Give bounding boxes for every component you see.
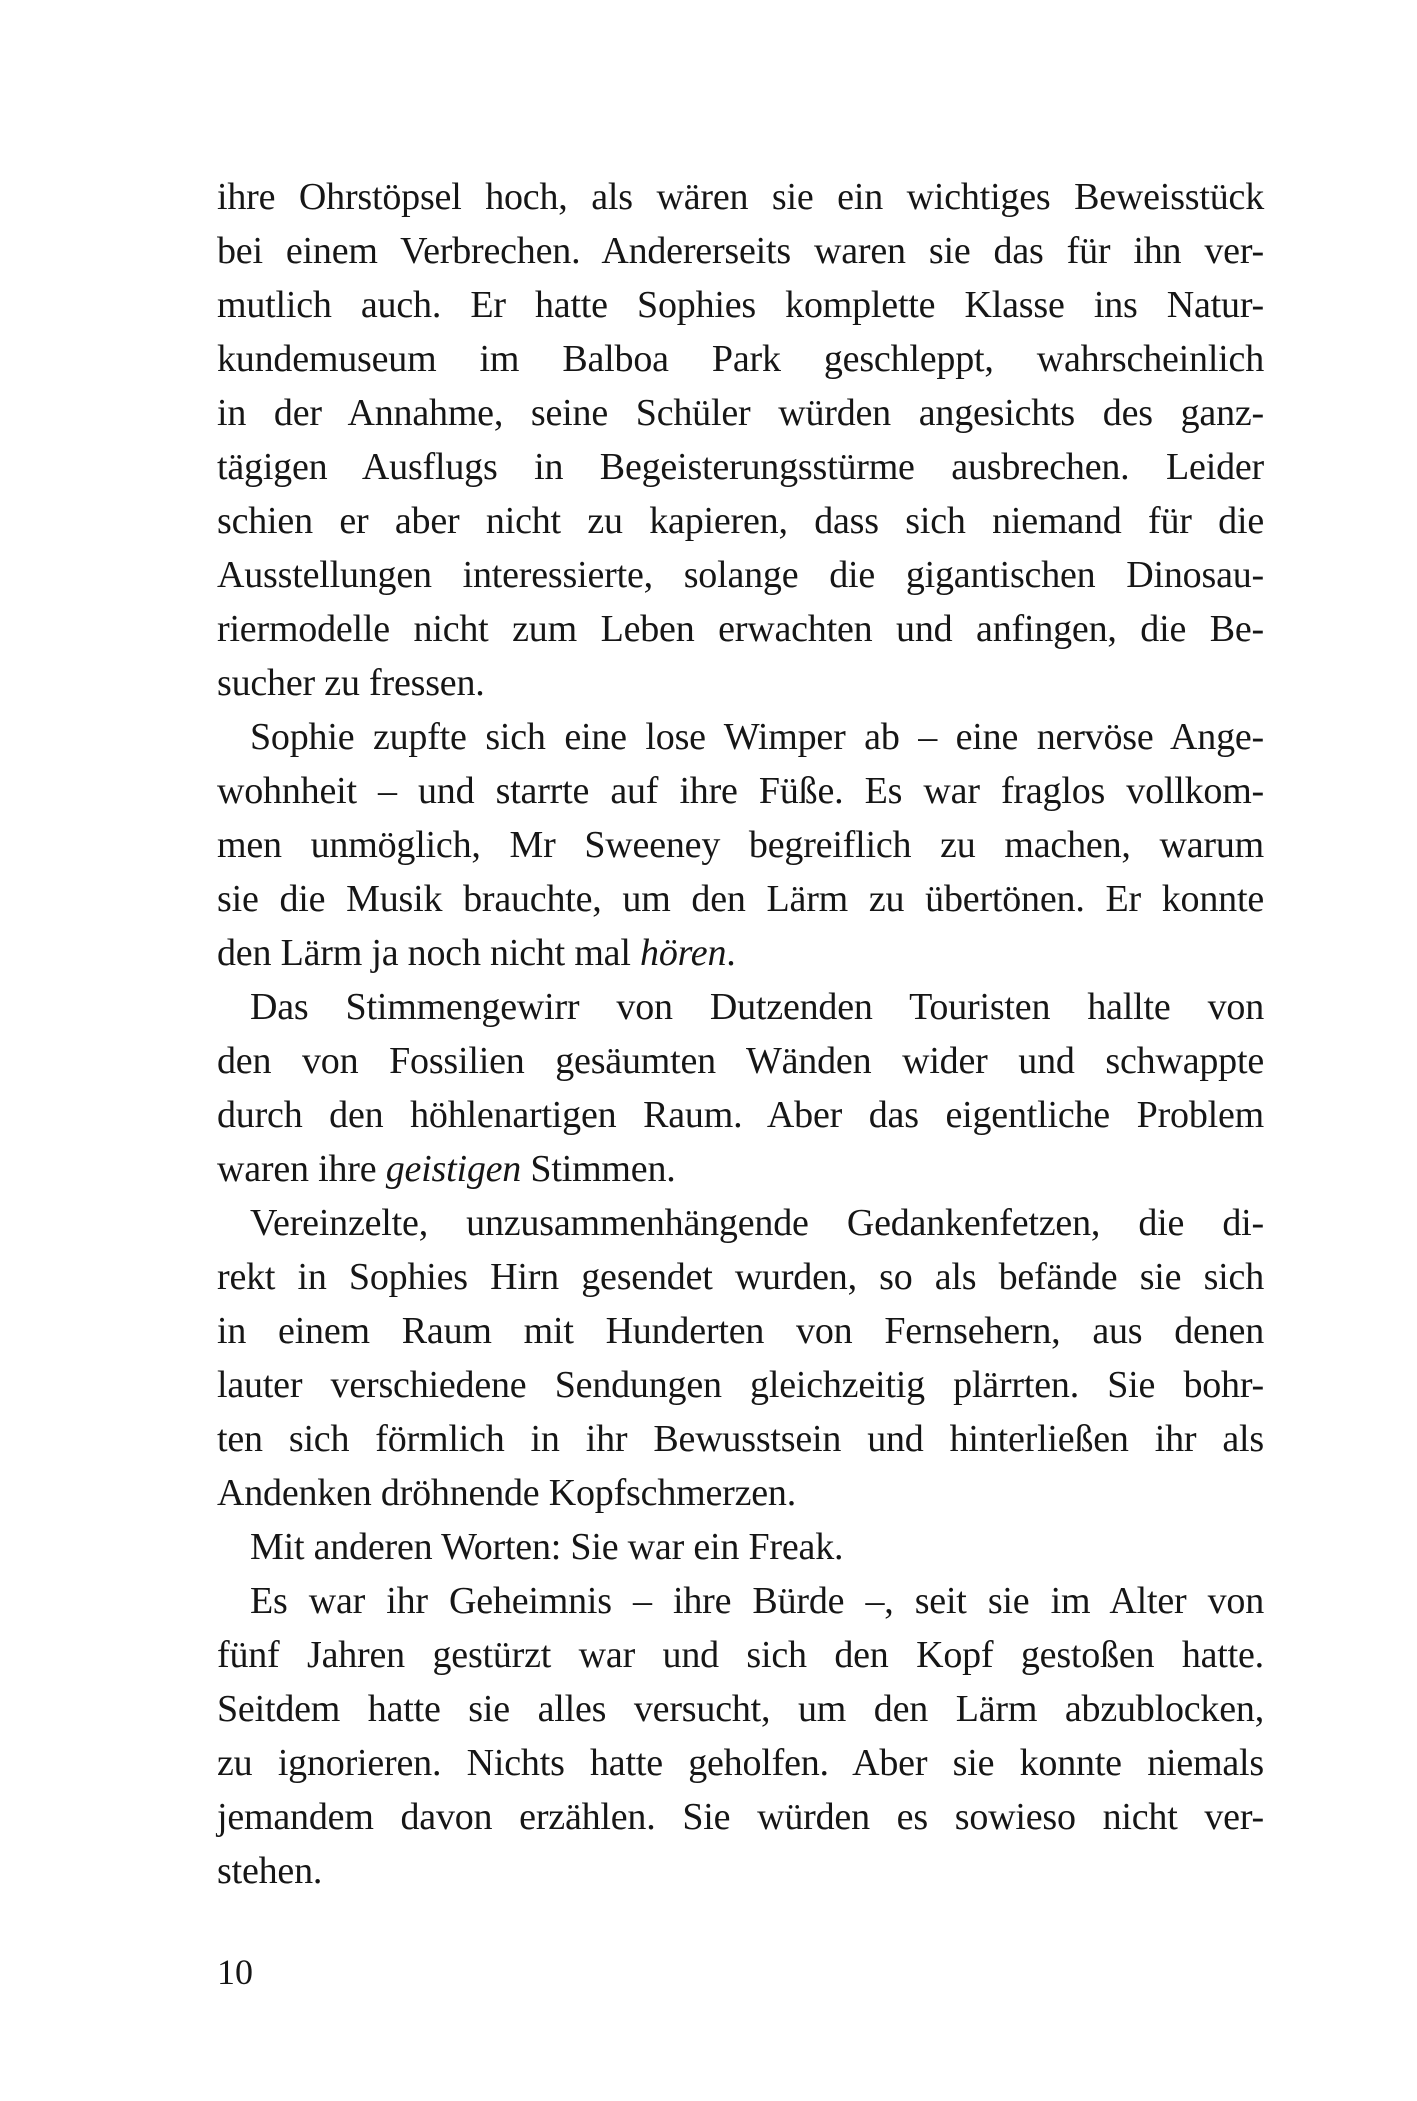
- text-line: [217, 872, 1264, 926]
- text-line: [217, 1304, 1264, 1358]
- text-segment: men unmöglich, Mr Sweeney begreiflich zu machen, warum: [217, 824, 1264, 866]
- text-segment: lauter verschiedene Sendungen gleichzeitig plärrten. Sie bohr-: [217, 1364, 1264, 1406]
- text-line: [217, 1196, 1264, 1250]
- text-segment: wohnheit – und starrte auf ihre Füße. Es war fraglos vollkom-: [217, 770, 1264, 812]
- text-segment: stehen.: [217, 1850, 323, 1892]
- text-line: [217, 1790, 1264, 1844]
- text-segment: schien er aber nicht zu kapieren, dass sich niemand für die: [217, 500, 1264, 542]
- text-line: [217, 818, 1264, 872]
- text-segment: in einem Raum mit Hunderten von Fernsehern, aus denen: [217, 1310, 1264, 1352]
- text-segment: Das Stimmengewirr von Dutzenden Touristen hallte von: [250, 986, 1264, 1028]
- text-segment: .: [726, 932, 736, 974]
- text-line: [217, 440, 1264, 494]
- text-line: [217, 1412, 1264, 1466]
- text-line: [217, 602, 1264, 656]
- text-line: [217, 1736, 1264, 1790]
- text-line: [217, 548, 1264, 602]
- text-segment: ihre Ohrstöpsel hoch, als wären sie ein wichtiges Beweisstück: [217, 176, 1264, 218]
- text-segment: Sophie zupfte sich eine lose Wimper ab – eine nervöse Ange-: [250, 716, 1264, 758]
- text-line: [217, 1250, 1264, 1304]
- text-line: [217, 1466, 1264, 1520]
- text-line: [217, 1034, 1264, 1088]
- text-line: [217, 1628, 1264, 1682]
- text-block: [217, 170, 1264, 1898]
- text-line: [217, 494, 1264, 548]
- text-line: [217, 332, 1264, 386]
- text-segment: sucher zu fressen.: [217, 662, 485, 704]
- text-line: [217, 656, 1264, 710]
- text-segment: riermodelle nicht zum Leben erwachten und anfingen, die Be-: [217, 608, 1264, 650]
- text-segment: Ausstellungen interessierte, solange die gigantischen Dinosau-: [217, 554, 1264, 596]
- text-segment: bei einem Verbrechen. Andererseits waren sie das für ihn ver-: [217, 230, 1264, 272]
- text-line: [217, 926, 1264, 980]
- text-segment: sie die Musik brauchte, um den Lärm zu übertönen. Er konnte: [217, 878, 1264, 920]
- text-segment: rekt in Sophies Hirn gesendet wurden, so als befände sie sich: [217, 1256, 1264, 1298]
- text-segment: tägigen Ausflugs in Begeisterungsstürme ausbrechen. Leider: [217, 446, 1264, 488]
- italic-text-segment: hören: [640, 932, 727, 974]
- text-segment: kundemuseum im Balboa Park geschleppt, wahrscheinlich: [217, 338, 1264, 380]
- text-line: [217, 1574, 1264, 1628]
- text-segment: Andenken dröhnende Kopfschmerzen.: [217, 1472, 797, 1514]
- text-segment: zu ignorieren. Nichts hatte geholfen. Aber sie konnte niemals: [217, 1742, 1264, 1784]
- text-line: [217, 764, 1264, 818]
- text-segment: jemandem davon erzählen. Sie würden es sowieso nicht ver-: [217, 1796, 1264, 1838]
- text-segment: Es war ihr Geheimnis – ihre Bürde –, seit sie im Alter von: [250, 1580, 1264, 1622]
- page-number: 10: [217, 1952, 253, 1992]
- text-segment: Seitdem hatte sie alles versucht, um den Lärm abzublocken,: [217, 1688, 1264, 1730]
- italic-text-segment: geistigen: [385, 1148, 522, 1190]
- text-segment: ten sich förmlich in ihr Bewusstsein und hinterließen ihr als: [217, 1418, 1264, 1460]
- text-segment: fünf Jahren gestürzt war und sich den Kopf gestoßen hatte.: [217, 1634, 1264, 1676]
- text-line: [217, 710, 1264, 764]
- text-segment: Mit anderen Worten: Sie war ein Freak.: [250, 1526, 844, 1568]
- text-line: [217, 1520, 1264, 1574]
- text-line: [217, 1358, 1264, 1412]
- text-segment: in der Annahme, seine Schüler würden angesichts des ganz-: [217, 392, 1264, 434]
- text-segment: waren ihre: [217, 1148, 386, 1190]
- text-segment: Stimmen.: [521, 1148, 676, 1190]
- text-segment: den von Fossilien gesäumten Wänden wider und schwappte: [217, 1040, 1264, 1082]
- text-line: [217, 1142, 1264, 1196]
- text-line: [217, 1088, 1264, 1142]
- text-line: [217, 386, 1264, 440]
- text-line: [217, 1844, 1264, 1898]
- text-line: [217, 224, 1264, 278]
- text-line: [217, 1682, 1264, 1736]
- text-segment: durch den höhlenartigen Raum. Aber das eigentliche Problem: [217, 1094, 1264, 1136]
- text-line: [217, 170, 1264, 224]
- text-segment: mutlich auch. Er hatte Sophies komplette Klasse ins Natur-: [217, 284, 1264, 326]
- text-segment: den Lärm ja noch nicht mal: [217, 932, 641, 974]
- text-segment: Vereinzelte, unzusammenhängende Gedankenfetzen, die di-: [250, 1202, 1264, 1244]
- text-line: [217, 278, 1264, 332]
- text-line: [217, 980, 1264, 1034]
